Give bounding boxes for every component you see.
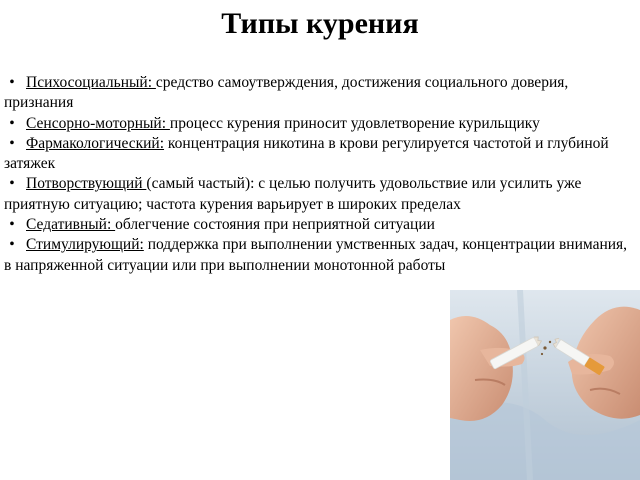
- bullet-icon: •: [9, 74, 15, 91]
- bullet-icon: •: [9, 134, 15, 152]
- item-term: Сенсорно-моторный:: [26, 114, 170, 132]
- item-text: средство самоутверждения, достижения социального доверия, признания: [4, 74, 569, 112]
- item-text: (самый частый): с целью получить удовольствие или усилить уже приятную ситуацию; частота курения варьирует в широких пределах: [4, 175, 582, 213]
- bullet-icon: •: [9, 216, 15, 234]
- item-term: Фармакологический:: [26, 134, 165, 152]
- item-term: Стимулирующий:: [26, 236, 144, 254]
- hands-breaking-cigarette-image: [450, 290, 640, 480]
- slide-title: Типы курения: [221, 7, 419, 40]
- list-item: [4, 174, 634, 215]
- list-item: [4, 134, 634, 175]
- bullet-icon: •: [9, 114, 15, 132]
- item-term: Потворствующий: [26, 175, 147, 193]
- list-item: [4, 235, 634, 276]
- smoking-types-list: [4, 73, 634, 276]
- item-term: Седативный:: [26, 216, 116, 234]
- bullet-icon: •: [9, 236, 15, 254]
- list-item: [4, 215, 634, 235]
- item-text: концентрация никотина в крови регулируется частотой и глубиной затяжек: [4, 134, 609, 173]
- broken-cigarette-photo: [450, 290, 640, 480]
- item-term: Психосоциальный:: [26, 74, 156, 91]
- list-item: [4, 73, 634, 114]
- item-text: облегчение состояния при неприятной ситуации: [115, 216, 435, 234]
- bullet-icon: •: [9, 175, 15, 193]
- list-item: [4, 114, 634, 134]
- item-text: поддержка при выполнении умственных задач, концентрации внимания, в напряженной ситуации или при выполнении монотонной работы: [4, 236, 628, 274]
- item-text: процесс курения приносит удовлетворение курильщику: [169, 114, 540, 132]
